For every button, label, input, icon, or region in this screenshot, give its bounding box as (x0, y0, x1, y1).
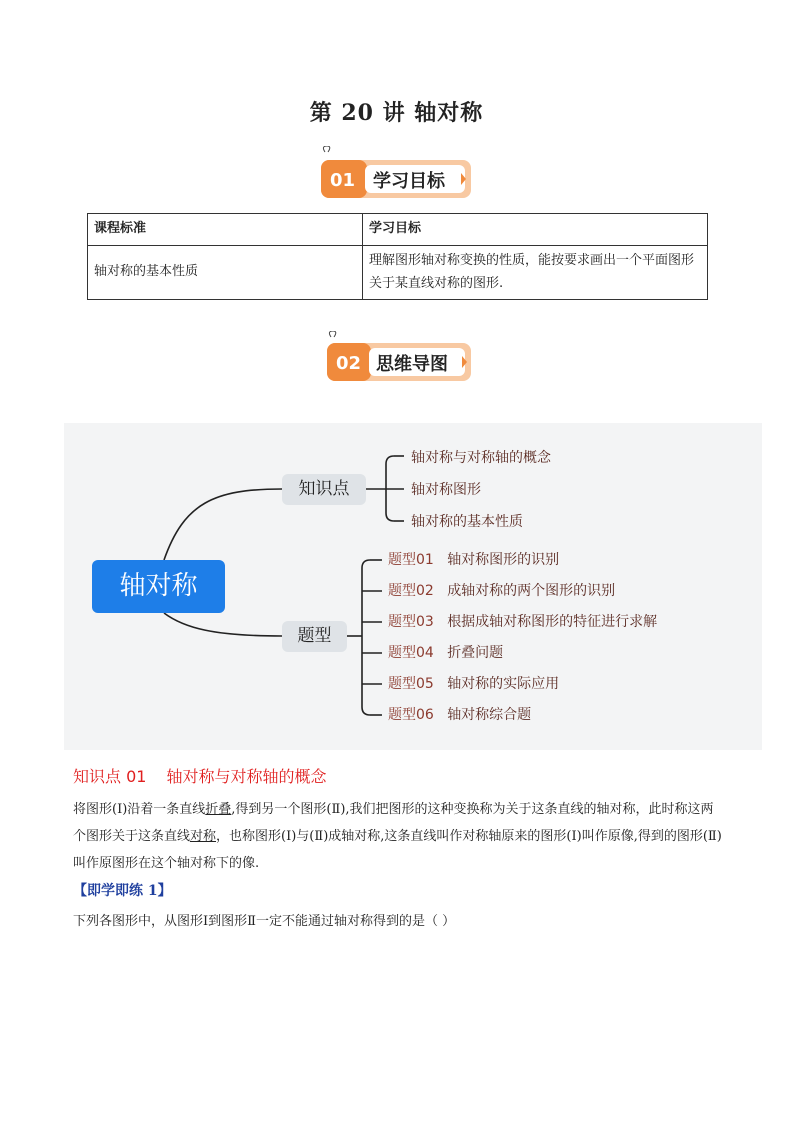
type-tag: 题型02 (388, 583, 434, 599)
badge-number: 02 (336, 353, 362, 374)
mind-map-branch-knowledge: 知识点 (282, 474, 366, 505)
type-text: 轴对称综合题 (447, 707, 532, 723)
paragraph-text: ，也称图形(Ⅰ)与(Ⅱ)成轴对称,这条直线叫作对称轴原来的图形(Ⅰ)叫作原像,得到的图形(Ⅱ)叫作原图形在这个轴对称下的像. (73, 829, 722, 871)
type-tag: 题型01 (388, 552, 434, 568)
badge-label: 思维导图 (376, 354, 448, 375)
section-badge-mindmap (327, 331, 473, 375)
question-text: 下列各图形中，从图形Ⅰ到图形Ⅱ一定不能通过轴对称得到的是（ ） (73, 914, 456, 929)
type-text: 轴对称的实际应用 (447, 676, 560, 692)
mind-map-leaf: 轴对称的基本性质 (411, 514, 523, 530)
knowledge-heading (73, 764, 326, 787)
mind-map-leaf (388, 642, 503, 662)
goals-table (87, 213, 708, 300)
underlined-term: 折叠 (205, 802, 232, 817)
badge-number: 01 (330, 170, 356, 191)
practice-heading: 【即学即练 1】 (73, 883, 172, 899)
mind-map-leaf (388, 580, 615, 600)
table-header-row (88, 214, 708, 246)
type-text: 折叠问题 (447, 645, 504, 661)
knowledge-paragraph (73, 796, 723, 877)
mind-map-center-node: 轴对称 (92, 560, 225, 613)
mind-map-leaf: 轴对称与对称轴的概念 (411, 450, 551, 466)
underlined-term: 对称 (190, 829, 217, 844)
mind-map (64, 423, 762, 750)
type-text: 根据成轴对称图形的特征进行求解 (447, 614, 658, 630)
paragraph-text: 将图形(Ⅰ)沿着一条直线 (73, 802, 206, 817)
type-tag: 题型06 (388, 707, 434, 723)
table-cell: 理解图形轴对称变换的性质，能按要求画出一个平面图形关于某直线对称的图形. (363, 245, 708, 300)
table-header-cell: 课程标准 (88, 214, 363, 246)
knowledge-title: 轴对称与对称轴的概念 (166, 767, 327, 786)
type-tag: 题型03 (388, 614, 434, 630)
mind-map-leaf (388, 673, 559, 693)
table-header-cell: 学习目标 (363, 214, 708, 246)
mind-map-leaf (388, 549, 559, 569)
table-row (88, 245, 708, 300)
type-text: 轴对称图形的识别 (447, 552, 560, 568)
knowledge-number: 知识点 01 (73, 767, 147, 786)
section-badge-goals (321, 146, 473, 192)
type-tag: 题型05 (388, 676, 434, 692)
page-title: 第 20 讲 轴对称 (309, 100, 484, 126)
mind-map-branch-types: 题型 (282, 621, 347, 652)
type-tag: 题型04 (388, 645, 434, 661)
mind-map-leaf (388, 704, 531, 724)
type-text: 成轴对称的两个图形的识别 (447, 583, 616, 599)
badge-label: 学习目标 (373, 171, 445, 192)
table-cell: 轴对称的基本性质 (88, 245, 363, 300)
paragraph-text: ,得到另一个图形(Ⅱ),我们把图形的这种变换称为关于这条直线的轴对称，此时称这两个图形关于这条直线 (73, 802, 714, 844)
mind-map-leaf: 轴对称图形 (411, 482, 481, 498)
mind-map-leaf (388, 611, 657, 631)
